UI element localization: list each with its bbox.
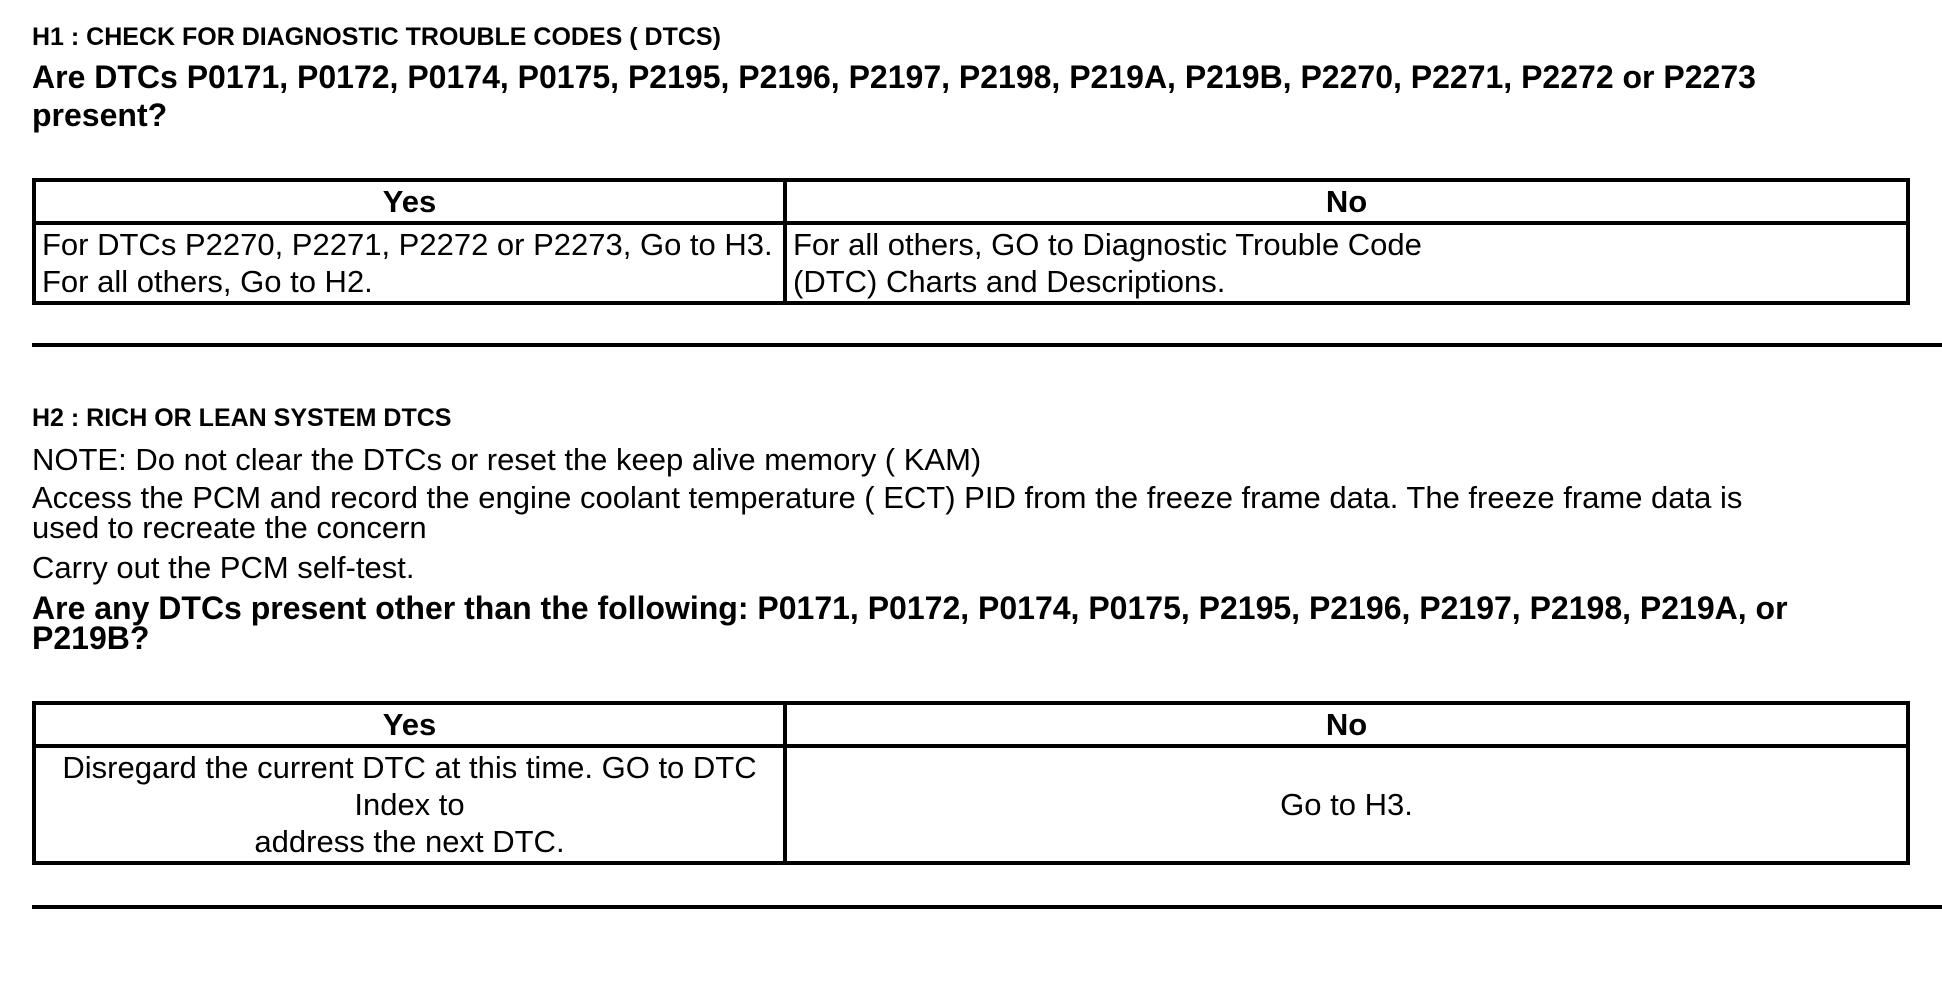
h1-yes-line1: For DTCs P2270, P2271, P2272 or P2273, Go to H3. <box>42 227 773 262</box>
h2-table-header-row <box>34 703 1908 746</box>
h1-table-header-row <box>34 180 1908 223</box>
h1-no-line1: For all others, GO to Diagnostic Trouble Code <box>793 227 1422 262</box>
h2-question-line1: Are any DTCs present other than the following: P0171, P0172, P0174, P0175, P2195, P2196, P2197, P2198, P219A, or <box>32 590 1788 626</box>
h1-question-line1: Are DTCs P0171, P0172, P0174, P0175, P2195, P2196, P2197, P2198, P219A, P219B, P2270, P2271, P2272 or P2273 <box>32 59 1756 95</box>
section-divider-2 <box>32 905 1942 909</box>
h1-yes-line2: For all others, Go to H2. <box>42 264 373 299</box>
h1-question <box>32 58 1912 134</box>
h1-no-cell <box>785 223 1908 303</box>
h1-no-line2: (DTC) Charts and Descriptions. <box>793 264 1226 299</box>
h2-yes-header: Yes <box>34 703 785 746</box>
h1-question-line2: present? <box>32 97 168 133</box>
h2-access-line1: Access the PCM and record the engine coolant temperature ( ECT) PID from the freeze frame data. The freeze frame data is <box>32 480 1743 515</box>
h2-question-line2: P219B? <box>32 620 150 656</box>
h2-access-line2: used to recreate the concern <box>32 510 427 545</box>
h2-result-table <box>32 701 1910 865</box>
h2-no-cell: Go to H3. <box>785 746 1908 863</box>
h2-heading: H2 : RICH OR LEAN SYSTEM DTCS <box>32 404 452 432</box>
h2-no-header: No <box>785 703 1908 746</box>
h2-yes-cell <box>34 746 785 863</box>
h1-result-table <box>32 178 1910 305</box>
page <box>32 22 1912 909</box>
h2-self-test: Carry out the PCM self-test. <box>32 550 415 585</box>
h1-table-row <box>34 223 1908 303</box>
h2-section <box>32 403 1912 865</box>
h2-access <box>32 479 1912 547</box>
h2-question <box>32 589 1912 657</box>
h1-yes-header: Yes <box>34 180 785 223</box>
h1-yes-cell <box>34 223 785 303</box>
h1-section <box>32 22 1912 305</box>
h2-yes-line1: Disregard the current DTC at this time. GO to DTC Index to <box>62 750 757 822</box>
h2-table-row <box>34 746 1908 863</box>
h1-no-header: No <box>785 180 1908 223</box>
h1-heading: H1 : CHECK FOR DIAGNOSTIC TROUBLE CODES ( DTCS) <box>32 23 721 51</box>
h2-note: NOTE: Do not clear the DTCs or reset the keep alive memory ( KAM) <box>32 442 982 477</box>
h2-yes-line2: address the next DTC. <box>254 824 565 859</box>
